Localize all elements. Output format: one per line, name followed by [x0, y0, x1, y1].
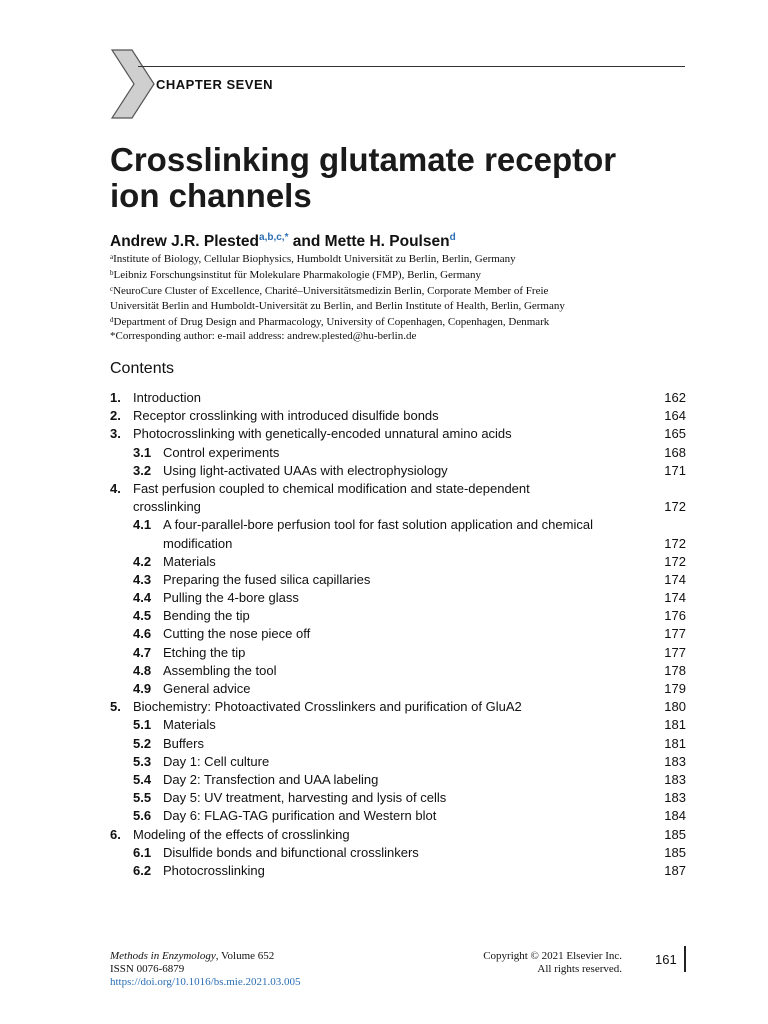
toc-page: 174 — [664, 571, 686, 587]
toc-page: 162 — [664, 390, 686, 405]
toc-number: 4.7 — [133, 644, 152, 660]
toc-page: 183 — [664, 790, 686, 806]
toc-label: Photocrosslinking — [163, 862, 265, 878]
chapter-label: CHAPTER SEVEN — [156, 77, 274, 92]
footer-copyright — [420, 950, 622, 976]
toc-label: Buffers — [163, 735, 204, 751]
affiliation-text: Department of Drug Design and Pharmacology, University of Copenhagen, Copenhagen, Denmark — [113, 315, 550, 328]
toc-number: 5.3 — [133, 753, 152, 769]
author-name: Mette H. Poulsen — [324, 233, 450, 250]
toc-label: A four-parallel-bore perfusion tool for fast solution application and chemical — [163, 517, 593, 533]
toc-entry[interactable] — [110, 735, 686, 753]
doi-link[interactable]: https://doi.org/10.1016/bs.mie.2021.03.005 — [110, 976, 301, 988]
affiliation-text: Universität Berlin and Humboldt-Universität zu Berlin, and Berlin Institute of Health, Berlin, Germany — [110, 299, 565, 312]
affiliation-line — [110, 313, 690, 329]
toc-label: Modeling of the effects of crosslinking — [133, 826, 350, 842]
toc-page: 181 — [664, 735, 686, 751]
affiliation-mark: b — [110, 269, 114, 278]
toc-number: 3.1 — [133, 444, 152, 460]
author-affiliation-marks[interactable]: a,b,c,* — [259, 232, 289, 243]
toc-number: 6. — [110, 826, 121, 842]
toc-number: 2. — [110, 408, 121, 424]
toc-label: modification — [163, 535, 233, 551]
toc-entry[interactable] — [110, 407, 686, 425]
affiliation-mark: a — [110, 253, 114, 261]
toc-number: 6.2 — [133, 862, 152, 878]
toc-page: 172 — [664, 553, 686, 569]
chapter-chevron-icon — [110, 48, 156, 120]
toc-page: 174 — [664, 590, 686, 606]
authors — [110, 232, 456, 251]
toc-label: Bending the tip — [163, 608, 250, 624]
toc-label: crosslinking — [133, 499, 201, 515]
toc-number: 1. — [110, 390, 121, 405]
toc-label: Fast perfusion coupled to chemical modification and state-dependent — [133, 480, 530, 496]
toc-number: 3. — [110, 426, 121, 442]
toc-label: Control experiments — [163, 444, 280, 460]
toc-number: 3.2 — [133, 462, 152, 478]
issn: ISSN 0076-6879 — [110, 963, 185, 975]
author-affiliation-marks[interactable]: d — [449, 232, 456, 243]
toc-page: 164 — [664, 408, 686, 424]
toc-label: Assembling the tool — [163, 662, 277, 678]
toc-page: 184 — [664, 808, 686, 824]
journal-volume: , Volume 652 — [215, 950, 275, 962]
toc-page: 165 — [664, 426, 686, 442]
toc-entry[interactable] — [110, 607, 686, 625]
affiliation-mark: d — [110, 315, 114, 324]
toc-number: 4.1 — [133, 517, 152, 533]
toc-label: Using light-activated UAAs with electrophysiology — [163, 462, 448, 478]
toc-entry[interactable] — [110, 644, 686, 662]
toc-entry[interactable] — [110, 571, 686, 589]
toc-entry[interactable] — [110, 425, 686, 443]
journal-name: Methods in Enzymology — [110, 950, 216, 962]
page-number: 161 — [655, 952, 677, 967]
toc-entry[interactable] — [110, 716, 686, 734]
toc-entry[interactable] — [110, 462, 686, 480]
toc-number: 4.2 — [133, 553, 152, 569]
copyright-line: Copyright © 2021 Elsevier Inc. — [483, 950, 622, 962]
toc-entry[interactable] — [110, 535, 686, 553]
toc-label: Materials — [163, 553, 216, 569]
toc-number: 4.3 — [133, 571, 152, 587]
toc-number: 4.8 — [133, 662, 152, 678]
toc-entry[interactable] — [110, 862, 686, 880]
toc-number: 5.5 — [133, 790, 152, 806]
toc-page: 172 — [664, 499, 686, 515]
affiliation-text: Leibniz Forschungsinstitut für Molekulare Pharmakologie (FMP), Berlin, Germany — [113, 269, 482, 282]
footer-citation — [110, 950, 300, 989]
toc-label: Photocrosslinking with genetically-encoded unnatural amino acids — [133, 426, 512, 442]
affiliation-line — [110, 282, 690, 298]
toc-number: 5. — [110, 699, 121, 715]
toc-number: 4.4 — [133, 590, 152, 606]
toc-page: 176 — [664, 608, 686, 624]
toc-entry[interactable] — [110, 698, 686, 716]
author-connector: and — [288, 233, 325, 250]
toc-number: 5.4 — [133, 771, 152, 787]
affiliation-line — [110, 250, 690, 266]
toc-page: 183 — [664, 753, 686, 769]
toc-page: 177 — [664, 644, 686, 660]
toc-label: Day 6: FLAG-TAG purification and Western blot — [163, 808, 437, 824]
toc-label: General advice — [163, 681, 251, 696]
toc-label: Preparing the fused silica capillaries — [163, 571, 371, 587]
toc-label: Disulfide bonds and bifunctional crosslinkers — [163, 844, 419, 860]
toc-entry[interactable] — [110, 680, 686, 698]
toc-entry[interactable] — [110, 389, 686, 407]
toc-page: 180 — [664, 699, 686, 715]
toc-entry[interactable] — [110, 625, 686, 643]
toc-page: 178 — [664, 662, 686, 678]
chapter-title-line: Crosslinking glutamate receptor — [110, 141, 617, 178]
toc-label: Introduction — [133, 390, 201, 405]
toc-entry[interactable] — [110, 807, 686, 825]
toc-entry[interactable] — [110, 589, 686, 607]
toc-page: 177 — [664, 626, 686, 642]
affiliation-line — [110, 266, 690, 282]
toc-label: Receptor crosslinking with introduced disulfide bonds — [133, 408, 439, 424]
affiliations — [110, 250, 690, 343]
rights-line: All rights reserved. — [537, 963, 622, 975]
page-number-rule — [684, 946, 686, 972]
toc-entry[interactable] — [110, 480, 686, 498]
affiliation-mark: c — [110, 285, 114, 294]
toc-entry[interactable] — [110, 826, 686, 844]
toc-entry[interactable] — [110, 844, 686, 862]
toc-label: Etching the tip — [163, 644, 246, 660]
toc-page: 171 — [664, 462, 686, 478]
toc-page: 181 — [664, 717, 686, 733]
affiliation-line — [110, 299, 690, 313]
toc-page: 172 — [664, 535, 686, 551]
toc-entry[interactable] — [110, 516, 686, 534]
affiliation-line — [110, 329, 690, 343]
affiliation-text: Institute of Biology, Cellular Biophysics, Humboldt Universität zu Berlin, Berlin, Germany — [113, 253, 516, 265]
toc-page: 179 — [664, 681, 686, 696]
toc-entry[interactable] — [110, 771, 686, 789]
toc-label: Biochemistry: Photoactivated Crosslinkers and purification of GluA2 — [133, 699, 522, 715]
chapter-title-line: ion channels — [110, 177, 312, 214]
toc-entry[interactable] — [110, 662, 686, 680]
toc-entry[interactable] — [110, 553, 686, 571]
toc-entry[interactable] — [110, 498, 686, 516]
toc-number: 5.1 — [133, 717, 152, 733]
toc-entry[interactable] — [110, 753, 686, 771]
toc-page: 183 — [664, 771, 686, 787]
toc-number: 4.6 — [133, 626, 152, 642]
toc-page: 187 — [664, 862, 686, 878]
table-of-contents — [110, 389, 686, 880]
chapter-title — [110, 142, 710, 214]
toc-number: 5.6 — [133, 808, 152, 824]
contents-heading: Contents — [110, 360, 175, 377]
affiliation-text: *Corresponding author: e-mail address: andrew.plested@hu-berlin.de — [110, 330, 417, 343]
toc-page: 185 — [664, 826, 686, 842]
toc-page: 185 — [664, 844, 686, 860]
toc-page: 168 — [664, 444, 686, 460]
toc-label: Cutting the nose piece off — [163, 626, 311, 642]
toc-label: Day 2: Transfection and UAA labeling — [163, 771, 379, 787]
toc-number: 4.5 — [133, 608, 152, 624]
affiliation-text: NeuroCure Cluster of Excellence, Charité–Universitätsmedizin Berlin, Corporate Member of Freie — [113, 285, 549, 298]
chapter-rule — [138, 66, 685, 67]
toc-number: 6.1 — [133, 844, 152, 860]
toc-entry[interactable] — [110, 789, 686, 807]
toc-number: 5.2 — [133, 735, 152, 751]
toc-label: Day 1: Cell culture — [163, 753, 270, 769]
toc-label: Materials — [163, 717, 216, 733]
toc-label: Pulling the 4-bore glass — [163, 590, 299, 606]
author-name: Andrew J.R. Plested — [110, 233, 260, 250]
toc-label: Day 5: UV treatment, harvesting and lysis of cells — [163, 790, 447, 806]
toc-number: 4. — [110, 480, 121, 496]
toc-entry[interactable] — [110, 444, 686, 462]
toc-number: 4.9 — [133, 681, 152, 696]
